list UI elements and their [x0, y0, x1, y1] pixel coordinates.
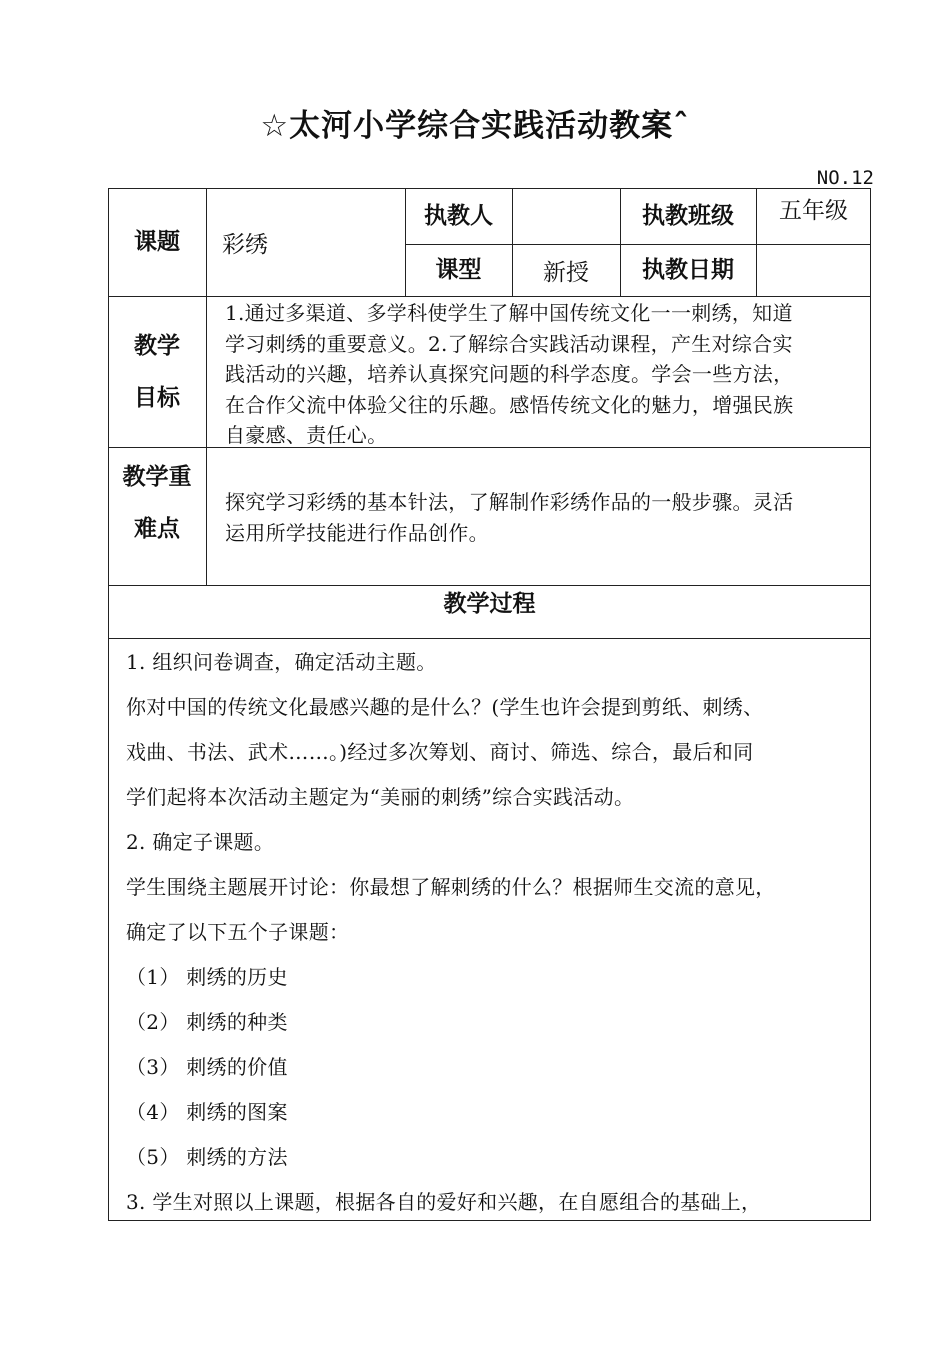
process-line: 确定了以下五个子课题： [126, 920, 350, 944]
process-line: 戏曲、书法、武术……。)经过多次筹划、商讨、筛选、综合，最后和同 [126, 740, 754, 764]
process-line: （4） 刺绣的图案 [126, 1100, 288, 1124]
objectives-line: 学习刺绣的重要意义。2.了解综合实践活动课程，产生对综合实 [225, 331, 793, 356]
teacher-label: 执教人 [424, 203, 493, 229]
process-line: （5） 刺绣的方法 [126, 1145, 288, 1169]
process-line: 3. 学生对照以上课题，根据各自的爱好和兴趣，在自愿组合的基础上， [126, 1190, 762, 1214]
process-line: 1. 组织问卷调查，确定活动主题。 [126, 650, 437, 674]
objectives-line: 在合作父流中体验父往的乐趣。感悟传统文化的魅力，增强民族 [225, 392, 794, 417]
key-points-text [225, 487, 865, 548]
objectives-label-line2: 目标 [134, 384, 180, 411]
date-value [756, 244, 871, 296]
row-divider-header-bottom [108, 296, 871, 297]
objectives-line: 践活动的兴趣，培养认真探究问题的科学态度。学会一些方法， [225, 362, 794, 386]
objectives-line: 1.通过多渠道、多学科使学生了解中国传统文化一一刺绣，知道 [225, 301, 793, 325]
type-label: 课型 [435, 257, 482, 283]
process-line: 学们起将本次活动主题定为“美丽的刺绣”综合实践活动。 [126, 785, 635, 809]
date-label: 执教日期 [642, 257, 734, 283]
process-line: （1） 刺绣的历史 [126, 965, 288, 989]
key-points-line: 运用所学技能进行作品创作。 [225, 520, 489, 545]
process-text [126, 640, 856, 1225]
key-points-label [108, 451, 206, 551]
document-number: NO.12 [816, 167, 874, 189]
objectives-label [108, 296, 206, 447]
row-divider-process-heading [108, 638, 871, 639]
process-line: （2） 刺绣的种类 [126, 1010, 288, 1034]
key-points-label-line1: 教学重 [122, 464, 192, 490]
objectives-line: 自豪感、责任心。 [225, 423, 388, 447]
class-value: 五年级 [779, 197, 848, 224]
class-label: 执教班级 [642, 203, 734, 229]
key-points-label-line2: 难点 [134, 516, 180, 542]
process-line: 你对中国的传统文化最感兴趣的是什么？(学生也许会提到剪纸、刺绣、 [126, 695, 764, 719]
objectives-text [225, 298, 865, 451]
topic-label: 课题 [134, 229, 180, 255]
topic-value: 彩绣 [222, 231, 268, 258]
process-line: 2. 确定子课题。 [126, 830, 275, 854]
objectives-label-line1: 教学 [134, 332, 180, 359]
page-title: ☆太河小学综合实践活动教案ˆ [260, 108, 690, 144]
process-line: 学生围绕主题展开讨论：你最想了解刺绣的什么？根据师生交流的意见， [126, 875, 776, 899]
process-line: （3） 刺绣的价值 [126, 1055, 288, 1079]
key-points-line: 探究学习彩绣的基本针法，了解制作彩绣作品的一般步骤。灵活 [225, 490, 794, 514]
process-heading: 教学过程 [443, 591, 536, 617]
teacher-value [512, 188, 620, 244]
column-divider-label [206, 188, 207, 585]
type-value: 新授 [543, 259, 589, 286]
